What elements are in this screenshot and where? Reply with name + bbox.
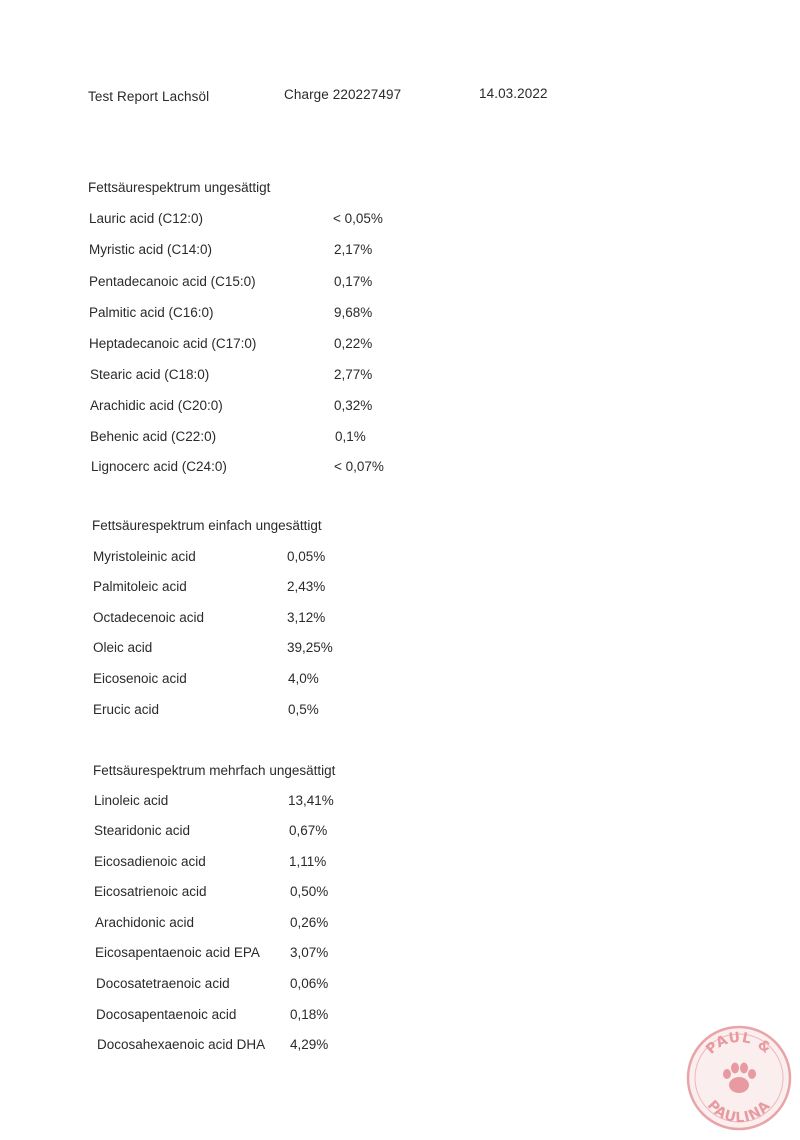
report-title: Test Report Lachsöl — [88, 89, 210, 104]
table-row — [96, 976, 329, 991]
table-row — [93, 610, 326, 625]
acid-name: Docosapentaenoic acid — [96, 1007, 237, 1022]
table-row — [89, 242, 373, 257]
acid-name: Eicosapentaenoic acid EPA — [95, 945, 260, 960]
acid-value: 3,12% — [287, 610, 326, 625]
table-row — [93, 640, 333, 655]
acid-value: 13,41% — [288, 793, 334, 808]
acid-value: 3,07% — [290, 945, 329, 960]
acid-value: 0,50% — [290, 884, 329, 899]
acid-name: Docosatetraenoic acid — [96, 976, 230, 991]
acid-value: 2,17% — [334, 242, 373, 257]
table-row — [94, 854, 327, 869]
acid-name: Eicosadienoic acid — [94, 854, 206, 869]
table-row — [89, 305, 373, 320]
acid-name: Lignocerc acid (C24:0) — [91, 459, 227, 474]
acid-value: < 0,07% — [334, 459, 384, 474]
paul-paulina-stamp-logo — [686, 1025, 792, 1131]
svg-text:PAUL &: PAUL & — [703, 1029, 775, 1058]
table-row — [93, 579, 326, 594]
acid-name: Stearidonic acid — [94, 823, 191, 838]
acid-value: 1,11% — [289, 854, 327, 869]
acid-value: 9,68% — [334, 305, 373, 320]
acid-name: Oleic acid — [93, 640, 153, 655]
acid-value: 0,1% — [335, 429, 366, 444]
acid-name: Arachidic acid (C20:0) — [90, 398, 223, 413]
table-row — [90, 398, 373, 413]
report-date: 14.03.2022 — [479, 86, 548, 101]
charge-number: Charge 220227497 — [284, 87, 402, 102]
acid-name: Palmitoleic acid — [93, 579, 187, 594]
acid-name: Heptadecanoic acid (C17:0) — [89, 336, 257, 351]
table-row — [93, 549, 326, 564]
acid-value: 0,67% — [289, 823, 328, 838]
acid-value: 2,77% — [334, 367, 373, 382]
acid-name: Eicosatrienoic acid — [94, 884, 207, 899]
acid-name: Myristic acid (C14:0) — [89, 242, 213, 257]
table-row — [90, 429, 366, 444]
table-row — [95, 945, 329, 960]
svg-text:PAULINA: PAULINA — [703, 1097, 775, 1127]
table-row — [91, 459, 384, 474]
acid-name: Docosahexaenoic acid DHA — [97, 1037, 266, 1052]
acid-value: 0,26% — [290, 915, 329, 930]
table-row — [89, 211, 383, 226]
acid-name: Stearic acid (C18:0) — [90, 367, 210, 382]
table-row — [93, 671, 319, 686]
acid-value: 0,17% — [334, 274, 373, 289]
table-row — [90, 367, 373, 382]
table-row — [95, 915, 329, 930]
acid-value: 0,5% — [288, 702, 319, 717]
acid-value: 0,05% — [287, 549, 326, 564]
table-row — [94, 884, 329, 899]
table-row — [96, 1007, 329, 1022]
acid-value: 39,25% — [287, 640, 333, 655]
acid-name: Myristoleinic acid — [93, 549, 196, 564]
acid-name: Eicosenoic acid — [93, 671, 187, 686]
section-title-polyunsaturated: Fettsäurespektrum mehrfach ungesättigt — [93, 763, 336, 778]
table-row — [94, 823, 328, 838]
table-row — [93, 702, 319, 717]
acid-value: 0,32% — [334, 398, 373, 413]
acid-value: 2,43% — [287, 579, 326, 594]
acid-value: 4,0% — [288, 671, 319, 686]
table-row — [94, 793, 334, 808]
acid-value: 4,29% — [290, 1037, 329, 1052]
acid-name: Palmitic acid (C16:0) — [89, 305, 214, 320]
acid-name: Linoleic acid — [94, 793, 169, 808]
section-title-monounsaturated: Fettsäurespektrum einfach ungesättigt — [92, 518, 322, 533]
section-title-saturated: Fettsäurespektrum ungesättigt — [88, 180, 271, 195]
table-row — [89, 274, 373, 289]
acid-value: 0,18% — [290, 1007, 329, 1022]
acid-name: Arachidonic acid — [95, 915, 195, 930]
acid-name: Behenic acid (C22:0) — [90, 429, 217, 444]
acid-value: 0,06% — [290, 976, 329, 991]
acid-name: Lauric acid (C12:0) — [89, 211, 204, 226]
table-row — [97, 1037, 329, 1052]
acid-value: < 0,05% — [333, 211, 383, 226]
acid-name: Erucic acid — [93, 702, 160, 717]
acid-name: Octadecenoic acid — [93, 610, 205, 625]
acid-name: Pentadecanoic acid (C15:0) — [89, 274, 256, 289]
table-row — [89, 336, 373, 351]
acid-value: 0,22% — [334, 336, 373, 351]
